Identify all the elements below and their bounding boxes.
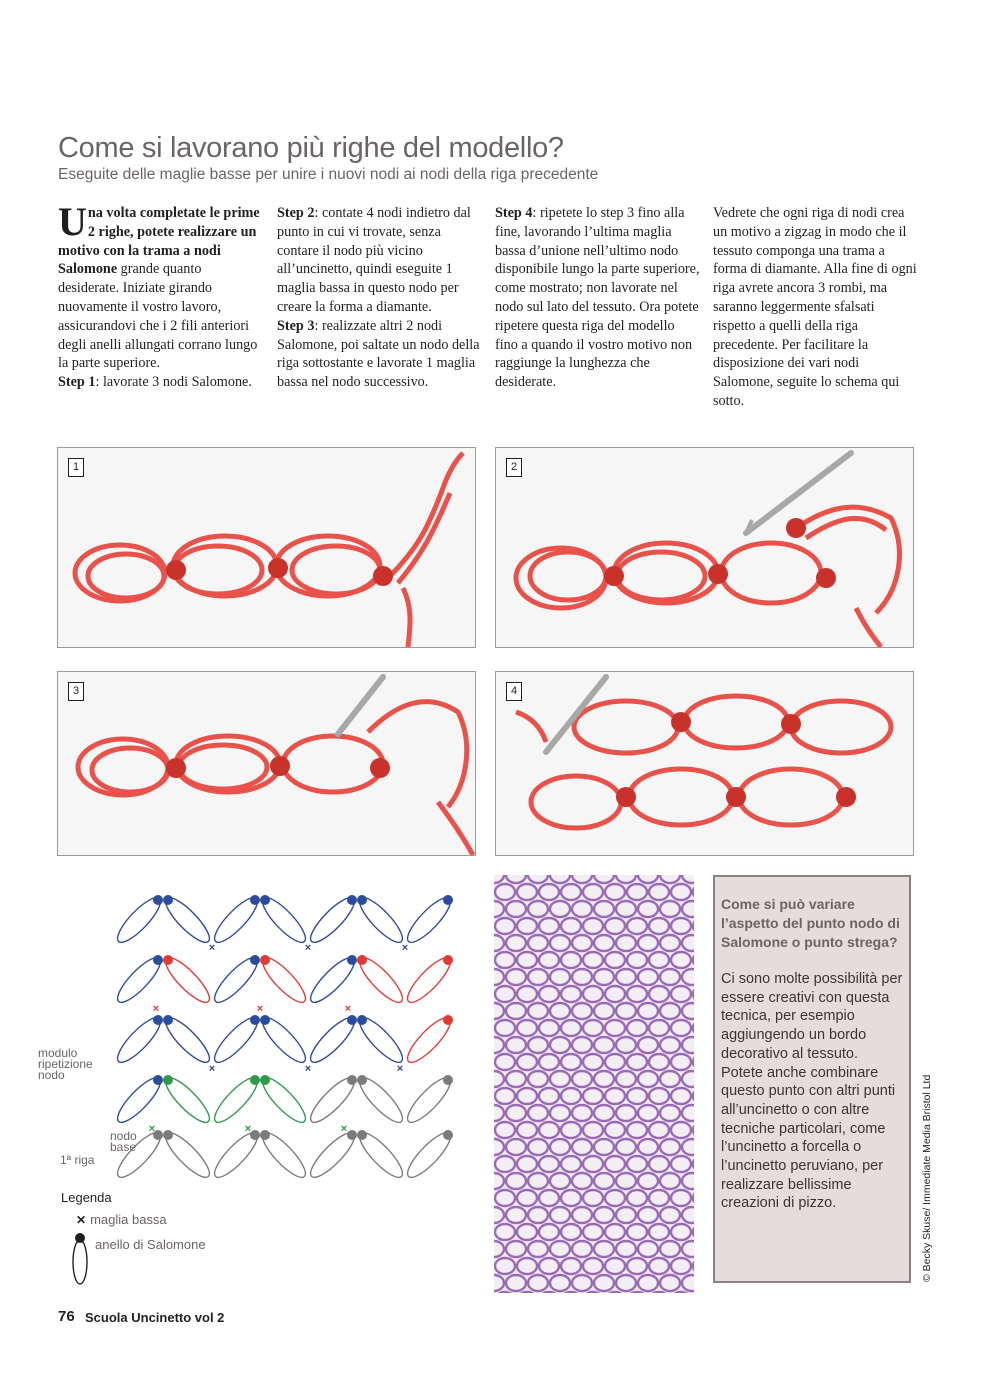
knot-dot: [250, 955, 260, 965]
maglia-bassa-mark: ×: [244, 1123, 252, 1135]
label-nodo-base-2: base: [110, 1140, 137, 1154]
photo-number-3: 3: [68, 682, 84, 701]
page-subtitle: Eseguite delle maglie basse per unire i nuovi nodi ai nodi della riga precedente: [58, 166, 599, 183]
sidebar-title: Come si può variare l’aspetto del punto nodo di Salomone o punto strega?: [721, 896, 900, 950]
photo-number-2: 2: [506, 458, 522, 477]
maglia-bassa-mark: ×: [304, 1063, 312, 1075]
knot-dot: [153, 955, 163, 965]
purple-mesh-photo: [494, 875, 694, 1293]
step2-label: Step 2: [277, 205, 315, 221]
step3-text: : realizzate altri 2 nodi Salomone, poi saltate un nodo della riga sottostante e lavorate 1 maglia bassa nel nodo successivo.: [277, 317, 480, 391]
legend-anello-label: anello di Salomone: [95, 1237, 206, 1252]
knot-dot: [347, 955, 357, 965]
knot-dot: [153, 1015, 163, 1025]
intro-bold: na volta completate le prime 2 righe, potete realizzare un motivo con la trama a nodi Salomone: [58, 205, 260, 278]
col4-text: Vedrete che ogni riga di nodi crea un motivo a zigzag in modo che il tessuto componga una trama a forma di diamante. Alla fine di ogni riga avrete ancora 3 rombi, ma saranno leggermente sfalsati rispetto a quelli della riga precedente. Per facilitare la disposizione dei vari nodi Salomone, seguite lo schema qui sotto.: [713, 205, 917, 409]
knot-dot: [163, 1075, 173, 1085]
sidebar-body: Ci sono molte possibilità per essere creativi con questa tecnica, per esempio aggiungendo un bordo decorativo al tessuto. Potete anche combinare questo punto con altri punti all’uncinetto o con altre tecniche particolari, come l’uncinetto a forcella o l’uncinetto peruviano, per realizzare bellissime creazioni di pizzo.: [721, 971, 903, 1212]
knot-dot: [250, 895, 260, 905]
step2-text: : contate 4 nodi indietro dal punto in cui vi trovate, senza contare il nodo più vicino all’uncinetto, quindi eseguite 1 maglia bassa in questo nodo per creare la forma a diamante.: [277, 205, 471, 315]
maglia-bassa-mark: ×: [344, 1003, 352, 1015]
legend-title: Legenda: [61, 1190, 112, 1205]
knot-dot: [443, 1075, 453, 1085]
step-photo-4: [495, 671, 914, 856]
knot-dot: [260, 1130, 270, 1140]
maglia-bassa-mark: ×: [340, 1123, 348, 1135]
salomone-loop-icon: [68, 1232, 92, 1288]
magazine-name: Scuola Uncinetto vol 2: [85, 1310, 225, 1325]
step1-label: Step 1: [58, 374, 96, 391]
knot-dot: [443, 955, 453, 965]
stitch-diagram: [30, 880, 470, 1190]
knot-dot: [163, 955, 173, 965]
maglia-bassa-mark: ×: [152, 1003, 160, 1015]
knot-dot: [347, 1130, 357, 1140]
label-modulo-ripetizione: [38, 1048, 93, 1081]
step3-label: Step 3: [277, 317, 315, 334]
knot-dot: [153, 1075, 163, 1085]
crochet-photo-2: [496, 448, 913, 647]
maglia-bassa-mark: ×: [396, 1063, 404, 1075]
text-column-2: [277, 204, 483, 392]
page-number: 76: [58, 1308, 75, 1325]
maglia-bassa-mark: ×: [208, 1063, 216, 1075]
knot-dot: [347, 1015, 357, 1025]
text-column-3: [495, 204, 701, 392]
step1-text: : lavorate 3 nodi Salomone.: [95, 374, 252, 391]
knot-dot: [443, 895, 453, 905]
maglia-bassa-mark: ×: [148, 1123, 156, 1135]
label-modulo-1: modulo: [38, 1046, 78, 1060]
maglia-bassa-mark: ×: [401, 942, 409, 954]
photo-credit: © Becky Skuse/ Immediate Media Bristol Ltd: [921, 1074, 933, 1282]
knot-dot: [357, 1015, 367, 1025]
crochet-photo-4: [496, 672, 913, 855]
knot-dot: [357, 1075, 367, 1085]
maglia-bassa-mark: ×: [304, 942, 312, 954]
step-photo-3: [57, 671, 476, 856]
knot-dot: [443, 1015, 453, 1025]
label-nodo-base-1: nodo: [110, 1129, 137, 1143]
step4-label: Step 4: [495, 205, 533, 221]
page-title: Come si lavorano più righe del modello?: [58, 132, 564, 164]
cross-icon: ✕: [76, 1213, 87, 1227]
knot-dot: [163, 1015, 173, 1025]
tip-sidebar: [713, 875, 911, 1283]
knot-dot: [260, 1015, 270, 1025]
maglia-bassa-mark: ×: [256, 1003, 264, 1015]
knot-dot: [163, 895, 173, 905]
knot-dot: [153, 895, 163, 905]
knot-dot: [357, 955, 367, 965]
maglia-bassa-mark: ×: [208, 942, 216, 954]
knot-dot: [260, 1075, 270, 1085]
drop-cap: U: [58, 199, 87, 244]
knot-dot: [260, 955, 270, 965]
knot-dot: [357, 1130, 367, 1140]
legend-maglia-bassa-label: maglia bassa: [90, 1212, 167, 1227]
label-nodo-base: [110, 1131, 137, 1153]
knot-dot: [443, 1130, 453, 1140]
knot-dot: [250, 1075, 260, 1085]
crochet-photo-1: [58, 448, 475, 647]
text-column-4: [713, 204, 919, 411]
knot-dot: [163, 1130, 173, 1140]
label-modulo-2: ripetizione: [38, 1057, 93, 1071]
text-column-1: [58, 199, 264, 392]
step-photo-2: [495, 447, 914, 648]
knot-dot: [347, 1075, 357, 1085]
knot-dot: [347, 895, 357, 905]
knot-dot: [260, 895, 270, 905]
step4-text: : ripetete lo step 3 fino alla fine, lavorando l’ultima maglia bassa d’unione nell’ultimo nodo disponibile lungo la parte superiore, come mostrato; non lavorate nel nodo sul lato del tessuto. Ora potete ripetere questa riga del modello fino a quando il vostro motivo non raggiunge la lunghezza che desiderate.: [495, 205, 700, 391]
knot-dot: [250, 1130, 260, 1140]
photo-number-1: 1: [68, 458, 84, 477]
photo-number-4: 4: [506, 682, 522, 701]
crochet-photo-3: [58, 672, 475, 855]
label-modulo-3: nodo: [38, 1068, 65, 1082]
step-photo-1: [57, 447, 476, 648]
knot-dot: [357, 895, 367, 905]
intro-text: grande quanto desiderate. Iniziate girando nuovamente il vostro lavoro, assicurandovi che i 2 fili anteriori degli anelli allungati corrano lungo la parte superiore.: [58, 261, 258, 372]
knot-dot: [250, 1015, 260, 1025]
label-prima-riga: 1ª riga: [60, 1153, 95, 1167]
legend-item-maglia-bassa: [76, 1211, 167, 1229]
